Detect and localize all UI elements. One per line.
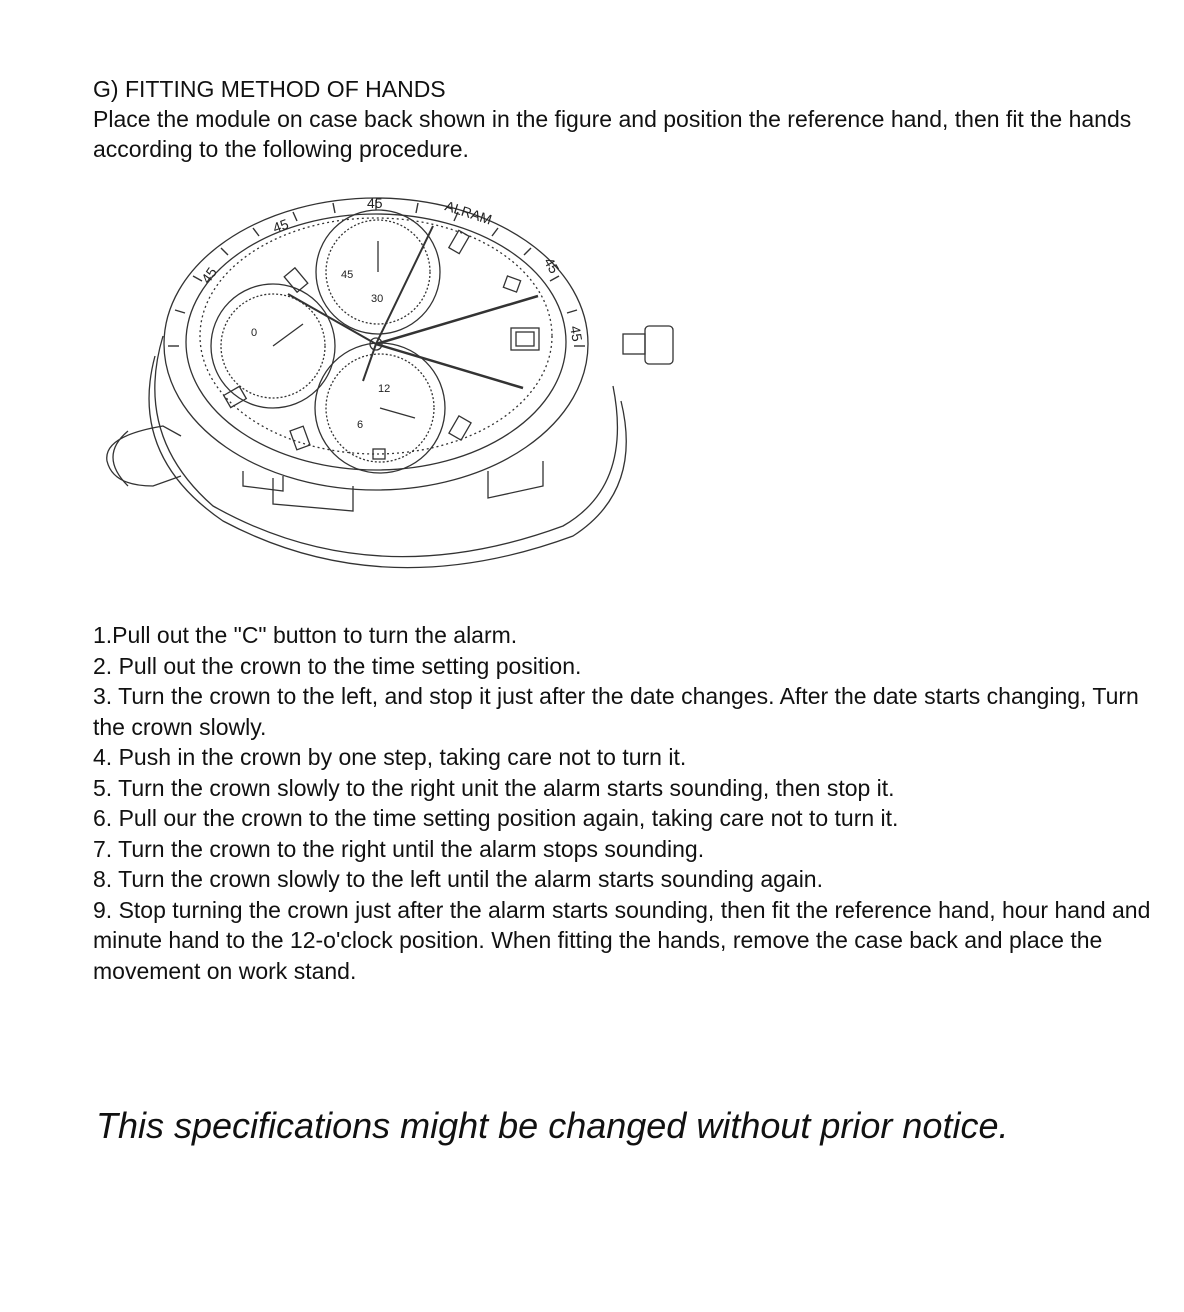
procedure-step: 5. Turn the crown slowly to the right unit the alarm starts sounding, then stop it. (93, 774, 895, 801)
subdial-label: 6 (357, 419, 364, 431)
procedure-step: 7. Turn the crown to the right until the alarm stops sounding. (93, 835, 705, 862)
dial-label: 45 (270, 215, 291, 236)
subdial-label: 12 (378, 383, 391, 395)
subdial-label: 0 (251, 327, 258, 339)
intro-paragraph: Place the module on case back shown in the figure and position the reference hand, then fit the hands according to the following procedure. (93, 106, 1132, 162)
disclaimer-notice: This specifications might be changed without prior notice. (96, 1105, 1009, 1146)
dial-label: 45 (367, 195, 383, 211)
procedure-step: 3. Turn the crown to the left, and stop it just after the date changes. After the date starts changing, Turn the crown slowly. (93, 683, 1139, 740)
procedure-steps (93, 620, 1153, 986)
procedure-step: 1.Pull out the "C" button to turn the alarm. (93, 622, 518, 648)
subdial-label: 45 (341, 269, 354, 281)
dial-label: 45 (540, 254, 563, 277)
dial-label: 45 (567, 324, 586, 343)
procedure-step: 9. Stop turning the crown just after the alarm starts sounding, then fit the reference hand, hour hand and minute hand to the 12-o'clock position. When fitting the hands, remove the case back and place the movement on work stand. (93, 896, 1151, 984)
dial-label: ALRAM (443, 197, 494, 228)
watch-movement-figure (93, 186, 693, 591)
subdial-label: 30 (371, 293, 384, 305)
procedure-step: 4. Push in the crown by one step, taking care not to turn it. (93, 744, 687, 770)
dial-label: 45 (197, 264, 220, 287)
procedure-step: 6. Pull our the crown to the time setting position again, taking care not to turn it. (93, 805, 899, 831)
section-heading: G) FITTING METHOD OF HANDS (93, 76, 446, 102)
procedure-step: 8. Turn the crown slowly to the left until the alarm starts sounding again. (93, 866, 823, 892)
procedure-step: 2. Pull out the crown to the time setting position. (93, 652, 582, 679)
